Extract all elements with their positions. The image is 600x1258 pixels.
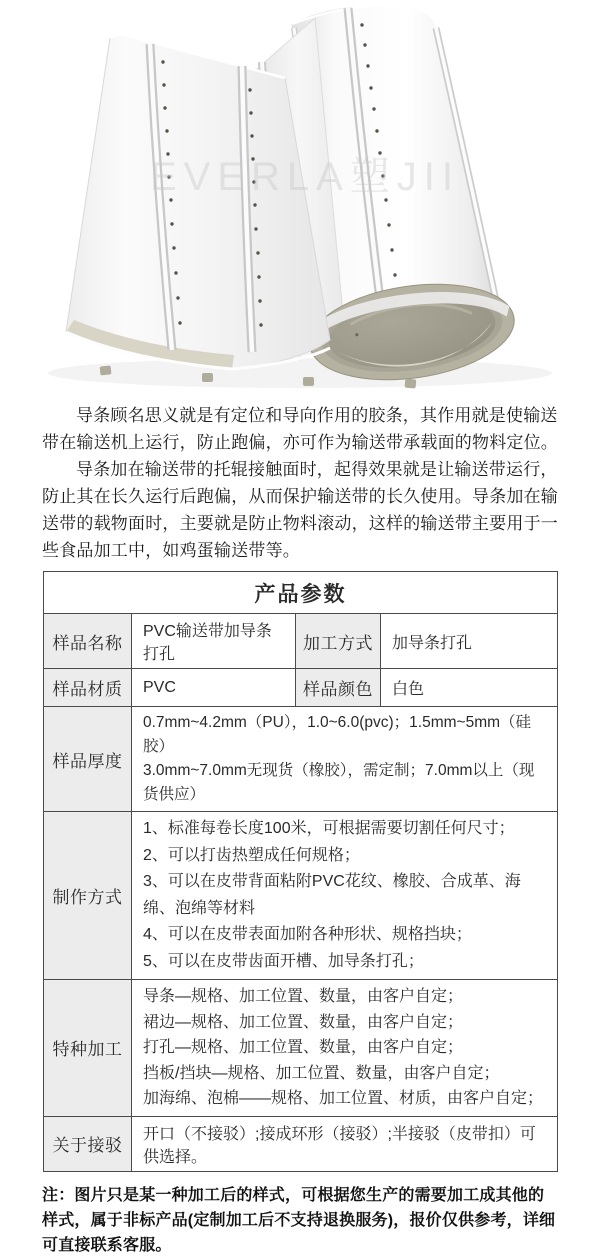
- thickness-line: 3.0mm~7.0mm无现货（橡胶），需定制；7.0mm以上（现货供应）: [143, 762, 535, 803]
- row-sample-material: [44, 669, 558, 707]
- intro-paragraph-2: 导条加在输送带的托辊接触面时，起得效果就是让输送带运行，防止其在长久运行后跑偏，从而保护输送带的长久使用。导条加在输送带的载物面时，主要就是防止物料滚动，这样的输送带主要用于一些食品加工中，如鸡蛋输送带等。: [42, 460, 558, 560]
- special-line: 挡板/挡块—规格、加工位置、数量，由客户自定；: [143, 1064, 500, 1082]
- row-sample-name: [44, 614, 558, 669]
- row-sample-thickness: [44, 707, 558, 812]
- param-value-sample-color: 白色: [381, 669, 558, 707]
- special-line: 打孔—规格、加工位置、数量，由客户自定；: [143, 1039, 464, 1056]
- special-line: 裙边—规格、加工位置、数量，由客户自定；: [143, 1013, 464, 1031]
- param-value-special-processing: [132, 980, 558, 1117]
- param-label-sample-material: 样品材质: [44, 669, 132, 707]
- row-special-processing: [44, 980, 558, 1117]
- param-label-sample-color: 样品颜色: [296, 669, 381, 707]
- param-value-making-method: [132, 812, 558, 980]
- param-label-joint: 关于接驳: [44, 1116, 132, 1171]
- making-line: 2、可以打齿热塑成任何规格；: [143, 846, 360, 864]
- product-photo: [0, 0, 600, 395]
- param-value-process-method: 加导条打孔: [381, 614, 558, 669]
- param-label-making-method: 制作方式: [44, 812, 132, 980]
- ground-shadow: [48, 358, 552, 388]
- special-line: 加海绵、泡棉——规格、加工位置、材质，由客户自定；: [143, 1090, 544, 1107]
- param-label-process-method: 加工方式: [296, 614, 381, 669]
- row-joint: [44, 1116, 558, 1171]
- intro-text: [0, 395, 600, 564]
- product-photo-illustration: [0, 0, 600, 395]
- making-line: 3、可以在皮带背面粘附PVC花纹、橡胶、合成革、海绵、泡绵等材料: [143, 873, 521, 917]
- table-title-row: [44, 572, 558, 614]
- thickness-line: 0.7mm~4.2mm（PU），1.0~6.0(pvc)；1.5mm~5mm（硅胶）: [143, 714, 532, 755]
- param-label-thickness: 样品厚度: [44, 707, 132, 812]
- making-line: 4、可以在皮带表面加附各种形状、规格挡块；: [143, 926, 472, 943]
- param-label-special-processing: 特种加工: [44, 980, 132, 1117]
- note-text: 注：图片只是某一种加工后的样式，可根据您生产的需要加工成其他的样式，属于非标产品(定制加工后不支持退换服务)，报价仅供参考，详细可直接联系客服。: [42, 1186, 556, 1254]
- params-table: [43, 571, 558, 1172]
- table-title: 产品参数: [44, 572, 558, 614]
- row-making-method: [44, 812, 558, 980]
- intro-paragraph-1: 导条顾名思义就是有定位和导向作用的胶条，其作用就是使输送带在输送机上运行，防止跑偏，亦可作为输送带承载面的物料定位。: [42, 406, 558, 452]
- params-table-section: [43, 571, 557, 1172]
- special-line: 导条—规格、加工位置、数量，由客户自定；: [143, 988, 464, 1005]
- param-value-sample-name: PVC输送带加导条打孔: [132, 614, 296, 669]
- making-line: 5、可以在皮带齿面开槽、加导条打孔；: [143, 952, 424, 970]
- param-label-sample-name: 样品名称: [44, 614, 132, 669]
- param-value-thickness: [132, 707, 558, 812]
- watermark-text: EVERLA塑JII: [149, 155, 461, 199]
- param-value-sample-material: PVC: [132, 669, 296, 707]
- param-value-joint: 开口（不接驳）;接成环形（接驳）;半接驳（皮带扣）可供选择。: [132, 1116, 558, 1171]
- making-line: 1、标准每卷长度100米，可根据需要切割任何尺寸；: [143, 820, 515, 837]
